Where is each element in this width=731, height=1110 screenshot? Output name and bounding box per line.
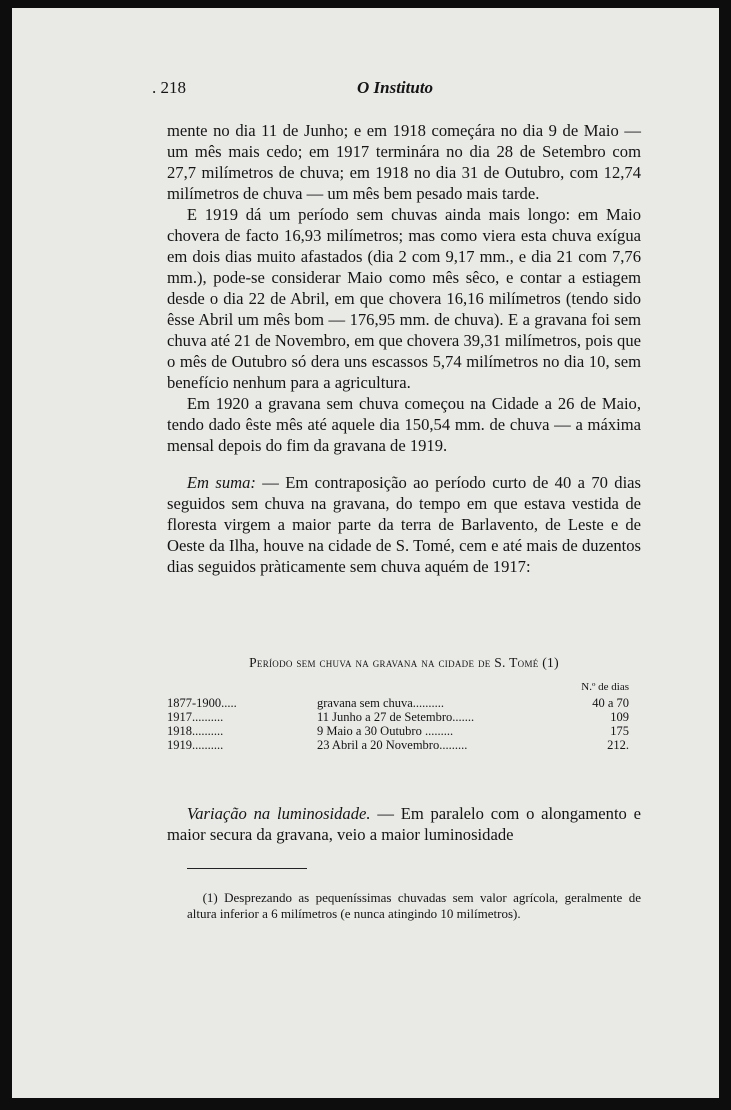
summary-paragraph xyxy=(167,472,641,577)
footnote xyxy=(187,890,641,922)
table-row xyxy=(167,696,641,710)
rainless-period-table xyxy=(167,656,641,752)
section-paragraph xyxy=(167,803,641,845)
footnote-rule xyxy=(187,868,307,869)
section-heading: Variação na luminosidade. xyxy=(186,804,371,823)
section-text: — Em paralelo com o alongamento e maior secura da gravana, veio a maior luminosidade xyxy=(167,804,641,844)
table-column-head: N.º de dias xyxy=(581,681,629,693)
table-row xyxy=(167,724,641,738)
scanned-page xyxy=(12,8,719,1098)
table-year: 1918.......... xyxy=(167,724,224,738)
paragraph-2: E 1919 dá um período sem chuvas ainda mais longo: em Maio chovera de facto 16,93 milímetros; mas como viera esta chuva exígua em dois dias muito afastados (dia 2 com 9,17 mm., e dia 21 com 7,76 mm.), pode-se considerar Maio como mês sêco, e contar a estiagem desde o dia 22 de Abril, em que chovera 16,16 milímetros (tendo sido êsse Abril um mês bom — 176,95 mm. de chuva). E a gravana foi sem chuva até 21 de Novembro, em que chovera 39,31 milímetros, pois que o mês de Outubro só dera uns escassos 5,74 milímetros no dia 10, sem benefício nenhum para a agricultura. xyxy=(167,205,641,392)
table-year: 1919.......... xyxy=(167,738,224,752)
table-period: 23 Abril a 20 Novembro......... xyxy=(317,738,468,752)
page-header xyxy=(12,76,719,100)
table-days: 175 xyxy=(610,724,629,738)
table-year: 1917.......... xyxy=(167,710,224,724)
summary-text: — Em contraposição ao período curto de 40 a 70 dias seguidos sem chuva na gravana, do tempo em que estava vestida de floresta virgem a maior parte da terra de Barlavento, de Leste e de Oeste da Ilha, houve na cidade de S. Tomé, cem e até mais de duzentos dias seguidos pràticamente sem chuva aquém de 1917: xyxy=(167,473,641,576)
table-period: 11 Junho a 27 de Setembro....... xyxy=(317,710,475,724)
table-days: 40 a 70 xyxy=(592,696,629,710)
paragraph-1: mente no dia 11 de Junho; e em 1918 começára no dia 9 de Maio — um mês mais cedo; em 1917 terminára no dia 28 de Setembro com 27,7 milímetros de chuva; em 1918 no dia 31 de Outubro, com 12,74 milímetros de chuva — um mês bem pesado mais tarde. xyxy=(167,121,641,203)
running-title: O Instituto xyxy=(357,78,434,97)
footnote-text: (1) Desprezando as pequeníssimas chuvadas sem valor agrícola, geralmente de altura inferior a 6 milímetros (e nunca atingindo 10 milímetros). xyxy=(187,890,641,921)
table-period: 9 Maio a 30 Outubro ......... xyxy=(317,724,454,738)
table-row xyxy=(167,738,641,752)
summary-lead: Em suma: xyxy=(186,473,256,492)
table-days: 109 xyxy=(610,710,629,724)
table-year: 1877-1900..... xyxy=(167,696,237,710)
table-body xyxy=(167,696,641,752)
paragraph-3: Em 1920 a gravana sem chuva começou na Cidade a 26 de Maio, tendo dado êste mês até aquele dia 150,54 mm. de chuva — a máxima mensal depois do fim da gravana de 1919. xyxy=(167,394,641,455)
table-row xyxy=(167,710,641,724)
table-period: gravana sem chuva.......... xyxy=(317,696,445,710)
body-text xyxy=(167,120,641,577)
table-title: Período sem chuva na gravana na cidade de S. Tomé (1) xyxy=(249,655,559,670)
page-number: . 218 xyxy=(152,78,186,97)
table-days: 212. xyxy=(607,738,629,752)
luminosity-section xyxy=(167,803,641,845)
